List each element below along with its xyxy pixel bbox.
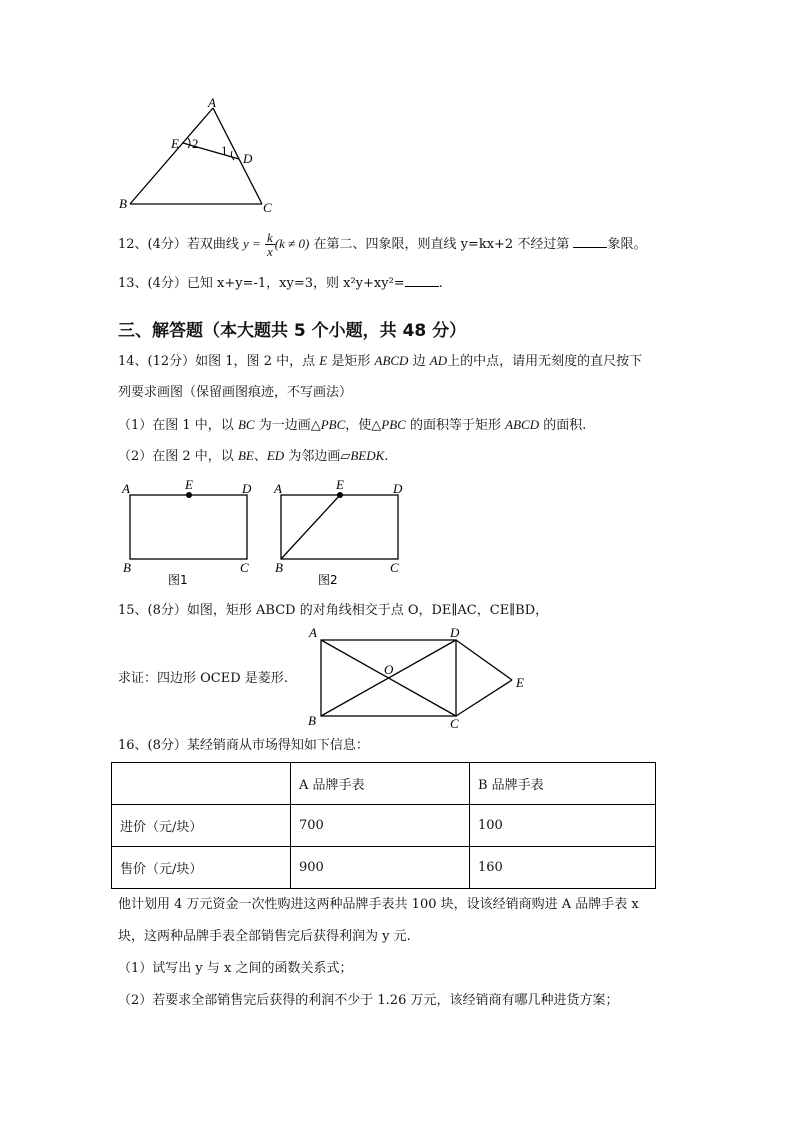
- q16-sub1-text: （1）试写出 y 与 x 之间的函数关系式；: [118, 961, 353, 976]
- q15-label-a: A: [309, 625, 317, 640]
- q15-line1-text: 15、(8分）如图，矩形 ABCD 的对角线相交于点 O，DE∥AC，CE∥BD，: [118, 603, 549, 618]
- fig1-caption: 图1: [168, 573, 188, 587]
- q14-part1-bc: BC: [237, 417, 255, 432]
- angle-mark-2: [188, 138, 190, 148]
- label-d: D: [243, 151, 253, 166]
- q14-point-e: E: [319, 353, 328, 368]
- question-14-part1: [118, 416, 586, 435]
- label-e: E: [171, 136, 179, 151]
- table-header-row: [112, 763, 656, 805]
- q16-para1-text: 他计划用 4 万元资金一次性购进这两种品牌手表共 100 块，设该经销商购进 A 品牌手表 x: [118, 897, 639, 912]
- figure-q15: [304, 624, 534, 732]
- fig1-label-e: E: [185, 477, 193, 492]
- q14-part1-pbc: PBC: [320, 417, 346, 432]
- question-16-intro: [118, 737, 369, 755]
- fig2-segment-be: [281, 495, 340, 559]
- label-a: A: [208, 96, 216, 110]
- q16-para2-text: 块，这两种品牌手表全部销售完后获得利润为 y 元.: [118, 929, 411, 944]
- q16-intro-text: 16、(8分）某经销商从市场得知如下信息：: [118, 738, 369, 753]
- fig2-label-e: E: [336, 477, 344, 492]
- fig2-caption: 图2: [318, 573, 338, 587]
- table-header-cell: A 品牌手表: [291, 763, 470, 805]
- q15-label-e: E: [516, 675, 524, 690]
- figure-1: [118, 476, 268, 588]
- q15-label-c: C: [450, 716, 459, 731]
- q14-part1-b: 为一边画△: [258, 418, 321, 433]
- fig2-label-d: D: [393, 481, 403, 496]
- q14-part2-b: 为邻边画▱: [288, 449, 351, 464]
- question-14-line2: [118, 384, 352, 402]
- q14-part2-bedk: BEDK: [350, 448, 385, 463]
- q12-condition: (k ≠ 0): [274, 236, 310, 251]
- figure-2: [268, 476, 418, 588]
- question-14-part2: [118, 447, 388, 466]
- q16-sub2-text: （2）若要求全部销售完后获得的利润不少于 1.26 万元，该经销商有哪几种进货方案；: [118, 993, 619, 1008]
- fig1-point-e: [186, 492, 192, 498]
- q15-segment-de: [456, 640, 512, 680]
- question-16-para2: [118, 928, 411, 946]
- fig1-label-b: B: [123, 560, 131, 575]
- q14-side-ad: AD: [429, 353, 448, 368]
- q12-answer-blank[interactable]: [573, 235, 607, 248]
- angle-mark-1: [231, 151, 234, 160]
- table-cell: 售价（元/块）: [112, 847, 291, 889]
- q14-text-c: 边: [412, 354, 426, 369]
- q15-line2-text: 求证：四边形 OCED 是菱形.: [118, 671, 288, 686]
- q13-answer-blank[interactable]: [405, 274, 439, 287]
- q15-segment-ce: [456, 680, 512, 716]
- q14-text-d: 上的中点，请用无刻度的直尺按下: [447, 354, 643, 369]
- table-header-cell: [112, 763, 291, 805]
- fig1-label-c: C: [240, 560, 249, 575]
- table-cell: 进价（元/块）: [112, 805, 291, 847]
- fig2-rectangle: [281, 495, 398, 559]
- table-header-cell: B 品牌手表: [470, 763, 656, 805]
- q12-fraction: [265, 231, 275, 258]
- label-b: B: [119, 196, 127, 211]
- q14-part1-e: 的面积.: [543, 418, 587, 433]
- q14-part2-sep: 、: [253, 449, 267, 464]
- fig2-label-b: B: [275, 560, 283, 575]
- label-1: 1: [221, 143, 228, 158]
- q12-y-eq: y =: [243, 236, 261, 251]
- q12-denominator: x: [266, 244, 273, 259]
- q14-part2-be: BE: [237, 448, 254, 463]
- table-row: [112, 805, 656, 847]
- q14-part2-c: .: [384, 449, 389, 464]
- q13-end: .: [438, 276, 443, 291]
- label-2: 2: [192, 136, 199, 151]
- q15-label-o: O: [384, 662, 394, 677]
- question-12: [118, 230, 647, 258]
- q14-line2-text: 列要求画图（保留画图痕迹，不写画法）: [118, 385, 353, 400]
- q14-part2-a: （2）在图 2 中，以: [118, 449, 234, 464]
- question-16-sub1: [118, 960, 352, 978]
- side-ab: [130, 108, 213, 204]
- label-c: C: [263, 200, 272, 214]
- q12-middle: 在第二、四象限，则直线 y=kx+2 不经过第: [309, 237, 570, 252]
- fig2-point-e: [337, 492, 343, 498]
- fig2-label-a: A: [274, 481, 282, 496]
- table-cell: 900: [291, 847, 470, 889]
- table-cell: 160: [470, 847, 656, 889]
- q14-part1-pbc-2: PBC: [381, 417, 406, 432]
- q15-label-b: B: [308, 713, 316, 728]
- q14-text-b: 是矩形: [331, 354, 371, 369]
- fig1-label-a: A: [122, 481, 130, 496]
- table-cell: 100: [470, 805, 656, 847]
- q14-part2-ed: ED: [266, 448, 285, 463]
- q12-numerator: k: [266, 230, 273, 245]
- q14-part1-abcd: ABCD: [505, 417, 540, 432]
- question-13: [118, 274, 443, 293]
- question-15-line2: [118, 670, 288, 688]
- q14-text-a: 14、(12分）如图 1，图 2 中，点: [118, 354, 316, 369]
- question-14-line1: [118, 352, 642, 371]
- q14-part1-c: ，使△: [345, 418, 382, 433]
- question-16-para1: [118, 896, 639, 914]
- q13-text: 13、(4分）已知 x+y=-1，xy=3，则 x²y+xy²=: [118, 276, 405, 291]
- fig2-label-c: C: [390, 560, 399, 575]
- fig1-rectangle: [130, 495, 247, 559]
- question-15-line1: [118, 602, 548, 620]
- q14-part1-d: 的面积等于矩形: [409, 418, 501, 433]
- price-table: [111, 762, 656, 889]
- q14-part1-a: （1）在图 1 中，以: [118, 418, 234, 433]
- triangle-figure: [110, 96, 290, 214]
- fig1-label-d: D: [242, 481, 252, 496]
- question-16-sub2: [118, 992, 618, 1010]
- section-3-heading: 三、解答题（本大题共 5 个小题，共 48 分）: [118, 321, 467, 341]
- table-row: [112, 847, 656, 889]
- q14-rect-abcd: ABCD: [374, 353, 409, 368]
- q15-label-d: D: [450, 625, 460, 640]
- q12-prefix: 12、(4分）若双曲线: [118, 237, 239, 252]
- table-cell: 700: [291, 805, 470, 847]
- q12-suffix: 象限。: [607, 237, 647, 252]
